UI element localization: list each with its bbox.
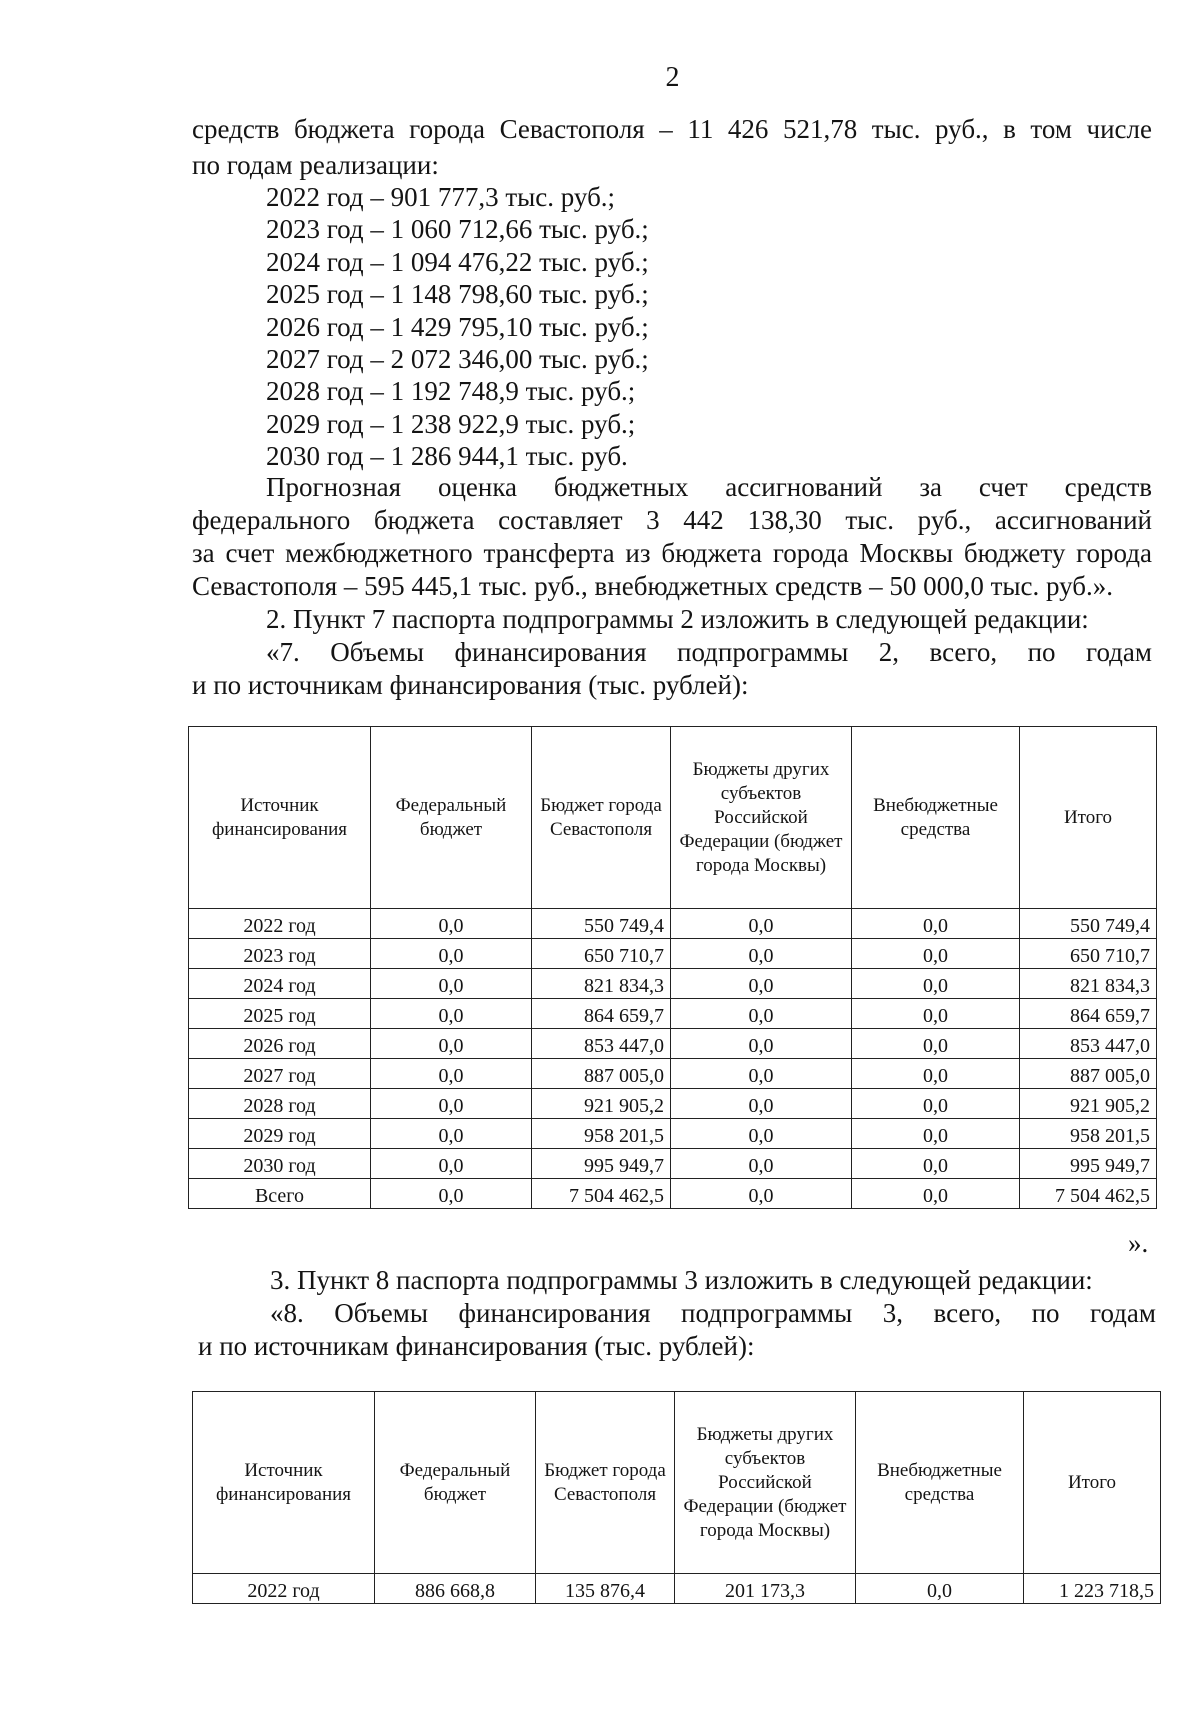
cell-extra: 0,0 xyxy=(852,939,1020,969)
header-sevastopol: Бюджет города Севастополя xyxy=(536,1392,675,1574)
cell-other: 0,0 xyxy=(671,909,852,939)
list-item: 2022 год – 901 777,3 тыс. руб.; xyxy=(266,182,616,212)
header-source: Источник финансирования xyxy=(193,1392,375,1574)
item3-line-3: и по источникам финансирования (тыс. рублей): xyxy=(198,1331,755,1361)
cell-year: 2024 год xyxy=(189,969,371,999)
cell-year: 2028 год xyxy=(189,1089,371,1119)
cell-sevastopol: 853 447,0 xyxy=(532,1029,671,1059)
header-extra-budgetary: Внебюджетные средства xyxy=(856,1392,1024,1574)
cell-extra: 0,0 xyxy=(852,1149,1020,1179)
cell-other: 0,0 xyxy=(671,1149,852,1179)
table-row xyxy=(189,939,1157,969)
table-row xyxy=(193,1574,1161,1604)
cell-federal: 0,0 xyxy=(371,939,532,969)
cell-federal: 0,0 xyxy=(371,1149,532,1179)
page-number: 2 xyxy=(665,62,680,93)
cell-extra: 0,0 xyxy=(852,1029,1020,1059)
header-total: Итого xyxy=(1020,727,1157,909)
table-row xyxy=(189,1089,1157,1119)
cell-total: 958 201,5 xyxy=(1020,1119,1157,1149)
cell-extra: 0,0 xyxy=(852,1089,1020,1119)
header-total: Итого xyxy=(1024,1392,1161,1574)
cell-year: 2026 год xyxy=(189,1029,371,1059)
cell-federal: 0,0 xyxy=(371,969,532,999)
cell-other: 0,0 xyxy=(671,999,852,1029)
cell-sevastopol: 550 749,4 xyxy=(532,909,671,939)
cell-other: 0,0 xyxy=(671,969,852,999)
header-other-subjects: Бюджеты других субъектов Российской Федерации (бюджет города Москвы) xyxy=(675,1392,856,1574)
cell-extra: 0,0 xyxy=(852,999,1020,1029)
cell-federal: 0,0 xyxy=(371,1179,532,1209)
cell-sevastopol: 135 876,4 xyxy=(536,1574,675,1604)
cell-sevastopol: 650 710,7 xyxy=(532,939,671,969)
forecast-line-2: федерального бюджета составляет 3 442 138,30 тыс. руб., ассигнований xyxy=(192,505,1152,535)
cell-other: 0,0 xyxy=(671,1089,852,1119)
forecast-line-4: Севастополя – 595 445,1 тыс. руб., внебюджетных средств – 50 000,0 тыс. руб.». xyxy=(192,571,1114,601)
forecast-line-1: Прогнозная оценка бюджетных ассигнований за счет средств xyxy=(266,472,1152,502)
cell-total: 7 504 462,5 xyxy=(1020,1179,1157,1209)
table-row-total xyxy=(189,1179,1157,1209)
cell-federal: 0,0 xyxy=(371,909,532,939)
cell-total: 887 005,0 xyxy=(1020,1059,1157,1089)
table-row xyxy=(189,1059,1157,1089)
financing-table-subprogram-3 xyxy=(192,1391,1161,1604)
cell-extra: 0,0 xyxy=(852,1059,1020,1089)
cell-year: 2022 год xyxy=(189,909,371,939)
cell-year: 2027 год xyxy=(189,1059,371,1089)
cell-other: 0,0 xyxy=(671,1029,852,1059)
cell-extra: 0,0 xyxy=(852,1119,1020,1149)
cell-sevastopol: 821 834,3 xyxy=(532,969,671,999)
item3-line-2: «8. Объемы финансирования подпрограммы 3, всего, по годам xyxy=(270,1298,1156,1328)
years-list xyxy=(266,181,649,473)
intro-line-2: по годам реализации: xyxy=(192,150,439,180)
header-extra-budgetary: Внебюджетные средства xyxy=(852,727,1020,909)
item3-line-1: 3. Пункт 8 паспорта подпрограммы 3 изложить в следующей редакции: xyxy=(270,1265,1093,1295)
list-item: 2030 год – 1 286 944,1 тыс. руб. xyxy=(266,441,628,472)
cell-federal: 0,0 xyxy=(371,1089,532,1119)
table-row xyxy=(189,999,1157,1029)
cell-total: 864 659,7 xyxy=(1020,999,1157,1029)
cell-total: 995 949,7 xyxy=(1020,1149,1157,1179)
list-item: 2025 год – 1 148 798,60 тыс. руб.; xyxy=(266,279,649,310)
cell-year: 2025 год xyxy=(189,999,371,1029)
cell-year: Всего xyxy=(189,1179,371,1209)
cell-other: 0,0 xyxy=(671,939,852,969)
item2-line-3: и по источникам финансирования (тыс. рублей): xyxy=(192,670,749,700)
header-federal: Федеральный бюджет xyxy=(375,1392,536,1574)
header-other-subjects: Бюджеты других субъектов Российской Федерации (бюджет города Москвы) xyxy=(671,727,852,909)
cell-total: 821 834,3 xyxy=(1020,969,1157,999)
cell-total: 853 447,0 xyxy=(1020,1029,1157,1059)
table-row xyxy=(189,909,1157,939)
table-row xyxy=(189,1149,1157,1179)
cell-other: 201 173,3 xyxy=(675,1574,856,1604)
table-row xyxy=(189,1119,1157,1149)
list-item: 2023 год – 1 060 712,66 тыс. руб.; xyxy=(266,214,649,245)
header-source: Источник финансирования xyxy=(189,727,371,909)
cell-total: 1 223 718,5 xyxy=(1024,1574,1161,1604)
forecast-line-3: за счет межбюджетного трансферта из бюджета города Москвы бюджету города xyxy=(192,538,1152,568)
cell-total: 550 749,4 xyxy=(1020,909,1157,939)
cell-year: 2030 год xyxy=(189,1149,371,1179)
cell-extra: 0,0 xyxy=(856,1574,1024,1604)
cell-extra: 0,0 xyxy=(852,909,1020,939)
cell-total: 650 710,7 xyxy=(1020,939,1157,969)
table-row xyxy=(189,1029,1157,1059)
cell-extra: 0,0 xyxy=(852,1179,1020,1209)
cell-sevastopol: 921 905,2 xyxy=(532,1089,671,1119)
cell-federal: 0,0 xyxy=(371,1119,532,1149)
item2-line-2: «7. Объемы финансирования подпрограммы 2, всего, по годам xyxy=(266,637,1152,667)
cell-sevastopol: 864 659,7 xyxy=(532,999,671,1029)
table-row xyxy=(189,969,1157,999)
header-sevastopol: Бюджет города Севастополя xyxy=(532,727,671,909)
cell-other: 0,0 xyxy=(671,1059,852,1089)
list-item: 2028 год – 1 192 748,9 тыс. руб.; xyxy=(266,376,636,407)
list-item: 2027 год – 2 072 346,00 тыс. руб.; xyxy=(266,344,649,375)
cell-federal: 0,0 xyxy=(371,1029,532,1059)
cell-sevastopol: 887 005,0 xyxy=(532,1059,671,1089)
cell-sevastopol: 958 201,5 xyxy=(532,1119,671,1149)
cell-sevastopol: 7 504 462,5 xyxy=(532,1179,671,1209)
cell-other: 0,0 xyxy=(671,1179,852,1209)
cell-federal: 0,0 xyxy=(371,999,532,1029)
list-item: 2029 год – 1 238 922,9 тыс. руб.; xyxy=(266,408,636,439)
closing-quote: ». xyxy=(1128,1228,1149,1258)
financing-table-subprogram-2 xyxy=(188,726,1157,1209)
cell-extra: 0,0 xyxy=(852,969,1020,999)
item2-line-1: 2. Пункт 7 паспорта подпрограммы 2 изложить в следующей редакции: xyxy=(266,604,1089,634)
cell-year: 2023 год xyxy=(189,939,371,969)
cell-total: 921 905,2 xyxy=(1020,1089,1157,1119)
cell-year: 2022 год xyxy=(193,1574,375,1604)
header-federal: Федеральный бюджет xyxy=(371,727,532,909)
cell-federal: 0,0 xyxy=(371,1059,532,1089)
cell-other: 0,0 xyxy=(671,1119,852,1149)
intro-line-1: средств бюджета города Севастополя – 11 426 521,78 тыс. руб., в том числе xyxy=(192,114,1152,144)
cell-sevastopol: 995 949,7 xyxy=(532,1149,671,1179)
list-item: 2026 год – 1 429 795,10 тыс. руб.; xyxy=(266,311,649,342)
cell-year: 2029 год xyxy=(189,1119,371,1149)
list-item: 2024 год – 1 094 476,22 тыс. руб.; xyxy=(266,246,649,277)
cell-federal: 886 668,8 xyxy=(375,1574,536,1604)
